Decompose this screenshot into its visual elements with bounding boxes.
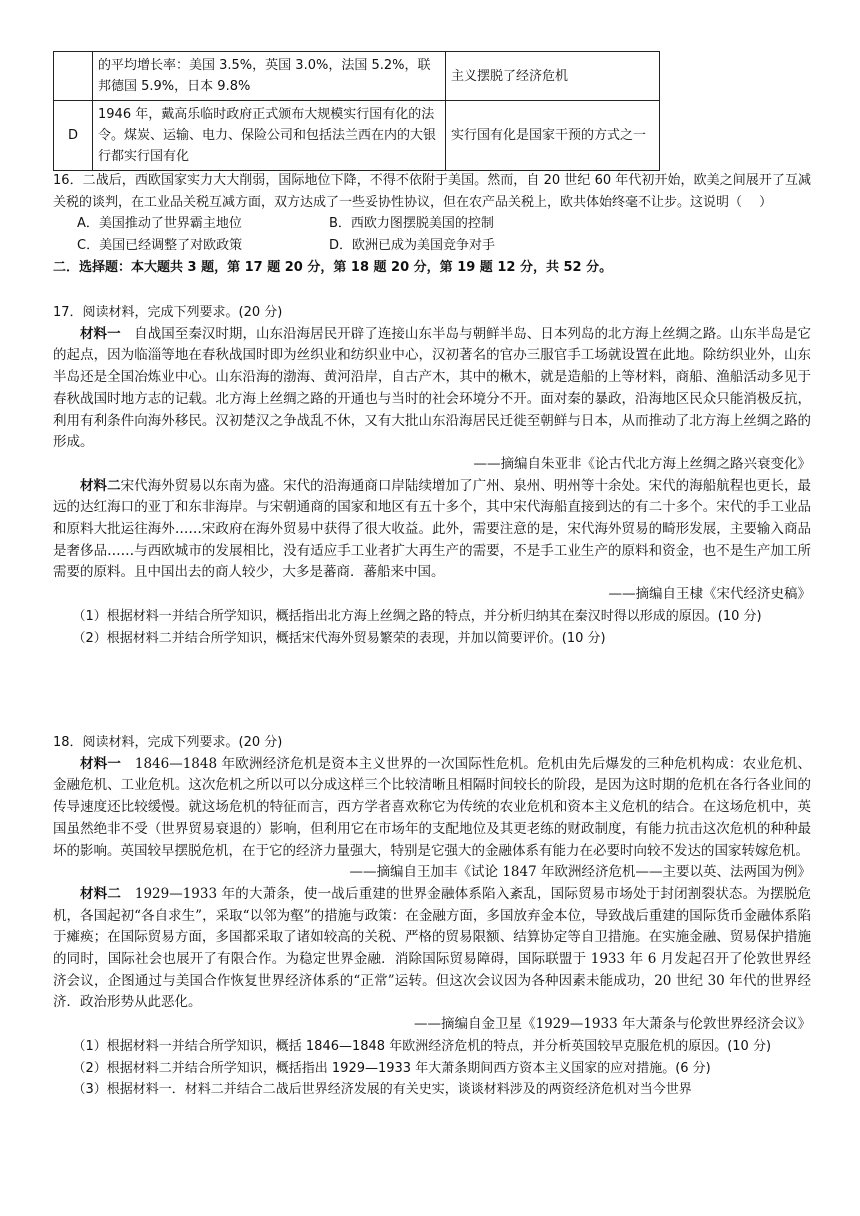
q17-material-2 <box>53 476 811 585</box>
table-row-content: 1946 年，戴高乐临时政府正式颁布大规模实行国有化的法令。煤炭、运输、电力、保险公司和包括法兰西在内的大银行都实行国有化 <box>93 101 446 171</box>
question-18-stem: 18．阅读材料，完成下列要求。(20 分) <box>53 735 283 750</box>
question-16 <box>53 170 811 279</box>
option-table <box>53 51 660 171</box>
table-row-content: 的平均增长率：美国 3.5%，英国 3.0%，法国 5.2%，联邦德国 5.9%，日本 9.8% <box>93 52 446 101</box>
material-label: 材料一 <box>80 755 122 772</box>
table-row-label: D <box>54 101 93 171</box>
q18-material-2 <box>53 884 811 1014</box>
option-d: D．欧洲已成为美国竞争对手 <box>329 238 496 254</box>
option-a: A．美国推动了世界霸主地位 <box>77 216 242 232</box>
table-row-conclusion: 主义摆脱了经济危机 <box>446 52 660 101</box>
material-label: 材料二 <box>80 885 122 902</box>
material-label: 材料二 <box>80 477 121 494</box>
question-16-options <box>53 213 811 256</box>
question-17-stem: 17．阅读材料，完成下列要求。(20 分) <box>53 305 283 320</box>
material-text: 1929—1933 年的大萧条，使一战后重建的世界金融体系陷入紊乱，国际贸易市场处于封闭割裂状态。为摆脱危机，各国起初“各自求生”，采取“以邻为壑”的措施与政策：在金融方面，多国放弃金本位，导致战后重建的国际货币金融体系陷于瘫痪；在国际贸易方面，多国都采取了诸如较高的关税、严格的贸易限额、结算协定等自卫措施。在实施金融、贸易保护措施的同时，国际社会也展开了有限合作。为稳定世界金融．消除国际贸易障碍，国际联盟于 1933 年 6 月发起召开了伦敦世界经济会议，企图通过与美国合作恢复世界经济体系的“正常”运转。但这次会议因为各种因素未能成功，20 世纪 30 年代的世界经济．政治形势从此恶化。 <box>53 885 811 1011</box>
material-text: 自战国至秦汉时期，山东沿海居民开辟了连接山东半岛与朝鲜半岛、日本列岛的北方海上丝绸之路。山东半岛是它的起点，因为临淄等地在春秋战国时即为丝织业和纺织业中心，汉初著名的官办三服官手工场就设置在此地。除纺织业外，山东半岛还是全国冶炼业中心。山东沿海的渤海、黄河沿岸，自古产木，其中的楸木，就是造船的上等材料，商船、渔船活动多见于春秋战国时地方志的记载。北方海上丝绸之路的开通也与当时的社会环境分不开。面对秦的暴政，沿海地区民众只能消极反抗，利用有利条件向海外移民。汉初楚汉之争战乱不休，又有大批山东沿海居民迁徙至朝鲜与日本，从而推动了北方海上丝绸之路的形成。 <box>53 325 812 451</box>
q18-material-1 <box>53 754 811 863</box>
q17-material-1 <box>53 324 811 454</box>
question-18 <box>53 732 811 1101</box>
question-17 <box>53 302 811 649</box>
q18-ask-2: （2）根据材料二并结合所学知识，概括指出 1929—1933 年大萧条期间西方资本主义国家的应对措施。(6 分) <box>72 1060 711 1076</box>
question-16-stem: 16．二战后，西欧国家实力大大削弱，国际地位下降，不得不依附于美国。然而，自 20 世纪 60 年代初开始，欧美之间展开了互减关税的谈判，在工业品关税互减方面，双方达成了一些妥协性协议，但在农产品关税上，欧共体始终毫不让步。这说明（ ） <box>53 173 811 210</box>
q17-ask-2: （2）根据材料二并结合所学知识，概括宋代海外贸易繁荣的表现，并加以简要评价。(10 分) <box>72 630 606 646</box>
material-text: 1846—1848 年欧洲经济危机是资本主义世界的一次国际性危机。危机由先后爆发的三种危机构成：农业危机、金融危机、工业危机。这次危机之所以可以分成这样三个比较清晰且相隔时间较长的阶段，是因为这时期的危机在各行各业间的传导速度还比较缓慢。就这场危机的特征而言，西方学者喜欢称它为传统的农业危机和资本主义危机的结合。在这场危机中，英国虽然绝非不受（世界贸易衰退的）影响，但利用它在市场年的支配地位及其更老练的财政制度，有能力抗击这次危机的种种最坏的影响。英国较早摆脱危机，在于它的经济力量强大，特别是它强大的金融体系有能力在必要时向较不发达的国家转嫁危机。 <box>53 755 811 859</box>
section-2-heading: 二．选择题：本大题共 3 题，第 17 题 20 分，第 18 题 20 分，第 19 题 12 分，共 52 分。 <box>53 259 613 275</box>
q17-ask-1: （1）根据材料一并结合所学知识，概括指出北方海上丝绸之路的特点，并分析归纳其在秦汉时得以形成的原因。(10 分) <box>72 608 762 624</box>
q18-ask-3: （3）根据材料一．材料二并结合二战后世界经济发展的有关史实，谈谈材料涉及的两资经济危机对当今世界 <box>72 1082 692 1098</box>
q18-ask-1: （1）根据材料一并结合所学知识，概括 1846—1848 年欧洲经济危机的特点，并分析英国较早克服危机的原因。(10 分) <box>72 1038 772 1054</box>
table-row <box>54 52 660 101</box>
table-row-label <box>54 52 93 101</box>
q18-material-1-source: ——摘编自王加丰《试论 1847 年欧洲经济危机——主要以英、法两国为例》 <box>349 864 811 881</box>
option-b: B．西欧力图摆脱美国的控制 <box>329 216 494 232</box>
table-row-conclusion: 实行国有化是国家干预的方式之一 <box>446 101 660 171</box>
material-text: 宋代海外贸易以东南为盛。宋代的沿海通商口岸陆续增加了广州、泉州、明州等十余处。宋代的海船航程也更长，最远的达红海口的亚丁和东非海岸。与宋朝通商的国家和地区有五十多个，其中宋代海船直接到达的有二十多个。宋代的手工业品和原料大批运往海外……宋政府在海外贸易中获得了很大收益。此外，需要注意的是，宋代海外贸易的畸形发展，主要输入商品是奢侈品……与西欧城市的发展相比，没有适应手工业者扩大再生产的需要，不是手工业生产的原料和资金，也不是生产加工所需要的原料。且中国出去的商人较少，大多是蕃商．蕃船来中国。 <box>53 477 812 581</box>
material-label: 材料一 <box>80 325 121 342</box>
q17-material-1-source: ——摘编自朱亚非《论古代北方海上丝绸之路兴衰变化》 <box>473 455 811 472</box>
q17-material-2-source: ——摘编自王棣《宋代经济史稿》 <box>608 586 811 603</box>
option-c: C．美国已经调整了对欧政策 <box>77 238 243 254</box>
q18-material-2-source: ——摘编自金卫星《1929—1933 年大萧条与伦敦世界经济会议》 <box>413 1016 811 1033</box>
table-row <box>54 101 660 171</box>
